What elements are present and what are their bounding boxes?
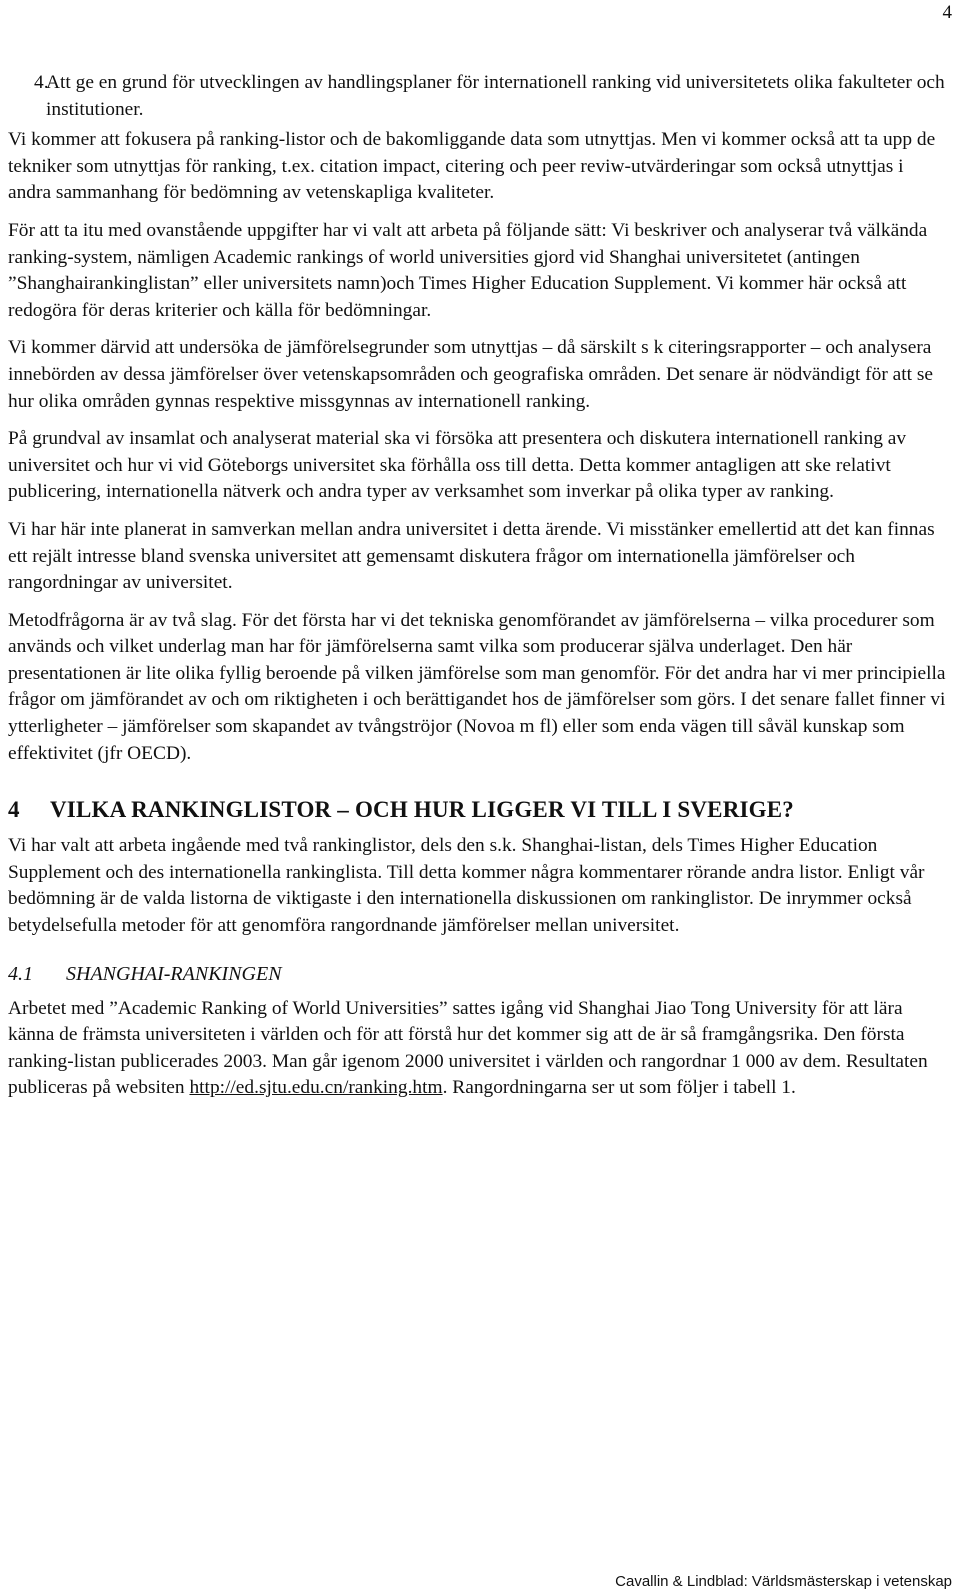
list-item-number: 4.	[34, 72, 49, 93]
paragraph-method-questions: Metodfrågorna är av två slag. För det första har vi det tekniska genomförandet av jämförelserna – vilka procedurer som används och vilket underlag man har för jämförelserna samt vilka som producerar själva underlaget. Den här presentationen är lite olika fyllig beroende på vilken jämförelse som man genomför. För det andra har vi mer principiella frågor om jämförandet av och om riktigheten i och berättigandet hos de jämförelser som görs. I det senare fallet finner vi ytterligheter – jämförelser som skapandet av tvångströjor (Novoa m fl) eller som enda vägen till såväl kunskap som effektivitet (jfr OECD).	[8, 609, 946, 764]
section-number: 4	[8, 797, 20, 823]
paragraph-shanghai-text: Arbetet med ”Academic Ranking of World Universities” sattes igång vid Shanghai Jiao Tong University för att lära känna de främsta universiteten i världen och för att förstå hur det kommer sig att de är så framgångsrika. Den första ranking-listan publicerades 2003. Man går igenom 2000 universitet i världen och rangordnar 1 000 av dem. Resultaten publiceras på websiten	[8, 997, 928, 1099]
list-item-text: Att ge en grund för utvecklingen av handlingsplaner för internationell ranking vid universitetets olika fakulteter och institutioner.	[46, 72, 945, 120]
paragraph-collaboration: Vi har här inte planerat in samverkan mellan andra universitet i detta ärende. Vi misstänker emellertid att det kan finnas ett rejält intresse bland svenska universitet att gemensamt diskutera frågor om internationella jämförelser och rangordningar av universitet.	[8, 518, 935, 594]
list-item	[8, 70, 946, 123]
subsection-number: 4.1	[8, 962, 33, 985]
subsection-title: SHANGHAI-RANKINGEN	[66, 962, 282, 985]
section-heading-4	[8, 795, 946, 825]
paragraph-method: För att ta itu med ovanstående uppgifter har vi valt att arbeta på följande sätt: Vi beskriver och analyserar två välkända ranking-system, nämligen Academic rankings of world universities gjord vid Shanghai universitetet (antingen ”Shanghairankinglistan” eller universitets namn)och Times Higher Education Supplement. Vi kommer här också att redogöra för deras kriterier och källa för bedömningar.	[8, 219, 928, 321]
page-number: 4	[942, 2, 952, 23]
paragraph-shanghai	[8, 996, 946, 1102]
paragraph-comparison: Vi kommer därvid att undersöka de jämförelsegrunder som utnyttjas – då särskilt s k citeringsrapporter – och analysera innebörden av dessa jämförelser över vetenskapsområden och geografiska områden. Det senare är nödvändigt för att se hur olika områden gynnas respektive missgynnas av internationell ranking.	[8, 337, 934, 412]
ranking-website-link[interactable]: http://ed.sjtu.edu.cn/ranking.htm	[189, 1077, 443, 1099]
body-content	[8, 70, 946, 1113]
section-title: VILKA RANKINGLISTOR – OCH HUR LIGGER VI TILL I SVERIGE?	[50, 797, 795, 823]
paragraph-focus: Vi kommer att fokusera på ranking-listor och de bakomliggande data som utnyttjas. Men vi kommer också att ta upp de tekniker som utnyttjas för ranking, t.ex. citation impact, citering och peer reviw-utvärderingar som också utnyttjas i andra sammanhang för bedömning av vetenskapliga kvaliteter.	[8, 129, 936, 204]
paragraph-gothenburg: På grundval av insamlat och analyserat material ska vi försöka att presentera och diskutera internationell ranking av universitet och hur vi vid Göteborgs universitet ska förhålla oss till detta. Detta kommer antagligen att ske relativt publicering, internationella nätverk och andra typer av verksamhet som inverkar på olika typer av ranking.	[8, 428, 907, 503]
paragraph-rankinglists: Vi har valt att arbeta ingående med två rankinglistor, dels den s.k. Shanghai-listan, dels Times Higher Education Supplement och des internationella rankinglista. Till detta kommer några kommentarer rörande andra listor. Enligt vår bedömning är de valda listorna de viktigaste i den internationella diskussionen om rankinglistor. De inrymmer också betydelsefulla metoder för att genomföra rangordnande jämförelser mellan universitet.	[8, 835, 925, 937]
page-footer: Cavallin & Lindblad: Världsmästerskap i vetenskap	[615, 1573, 952, 1590]
paragraph-shanghai-tail: . Rangordningarna ser ut som följer i tabell 1.	[442, 1077, 796, 1099]
subsection-heading-4-1	[8, 960, 946, 988]
